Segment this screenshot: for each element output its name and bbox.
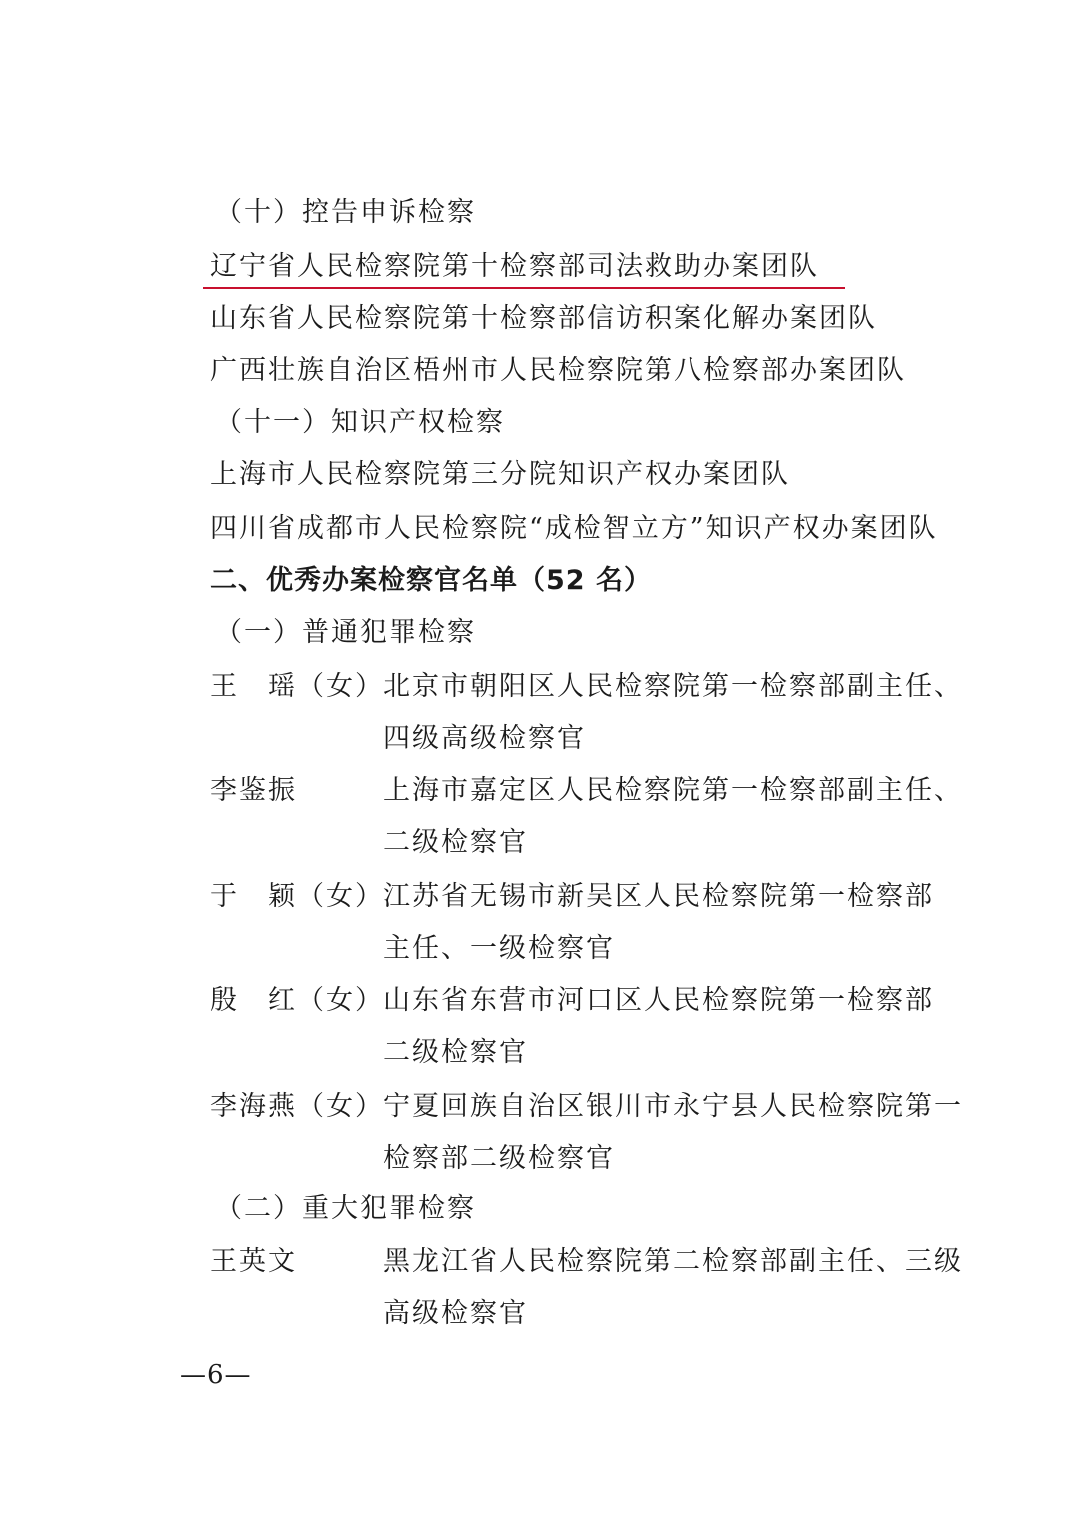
prosecutor-title: 宁夏回族自治区银川市永宁县人民检察院第一 (383, 1091, 963, 1122)
prosecutor-title: 北京市朝阳区人民检察院第一检察部副主任、 (383, 671, 963, 702)
prosecutor-title-cont: 四级高级检察官 (383, 723, 586, 754)
prosecutor-title-cont: 主任、一级检察官 (383, 933, 615, 964)
team-item: 四川省成都市人民检察院“成检智立方”知识产权办案团队 (210, 513, 938, 544)
prosecutor-title-cont: 检察部二级检察官 (383, 1143, 615, 1174)
prosecutor-name: 王 瑶（女） (210, 671, 384, 702)
team-item: 上海市人民检察院第三分院知识产权办案团队 (210, 459, 790, 490)
prosecutor-name: 李鉴振 (210, 775, 297, 806)
prosecutor-title: 江苏省无锡市新吴区人民检察院第一检察部 (383, 881, 934, 912)
prosecutor-name: 王英文 (210, 1246, 297, 1277)
team-item: 山东省人民检察院第十检察部信访积案化解办案团队 (210, 303, 877, 334)
prosecutor-title: 黑龙江省人民检察院第二检察部副主任、三级 (383, 1246, 963, 1277)
red-underline-highlight (203, 287, 845, 289)
page-number: —6— (180, 1360, 252, 1390)
prosecutor-title: 山东省东营市河口区人民检察院第一检察部 (383, 985, 934, 1016)
sub-one-heading: （一）普通犯罪检察 (215, 617, 476, 648)
prosecutor-name: 李海燕（女） (210, 1091, 384, 1122)
team-item: 广西壮族自治区梧州市人民检察院第八检察部办案团队 (210, 355, 906, 386)
prosecutor-name: 于 颖（女） (210, 881, 384, 912)
prosecutor-title-cont: 二级检察官 (383, 827, 528, 858)
sub-two-heading: （二）重大犯罪检察 (215, 1193, 476, 1224)
prosecutor-title-cont: 二级检察官 (383, 1037, 528, 1068)
section-ten-heading: （十）控告申诉检察 (215, 197, 476, 228)
part-two-heading: 二、优秀办案检察官名单（52 名） (210, 565, 652, 596)
prosecutor-title: 上海市嘉定区人民检察院第一检察部副主任、 (383, 775, 963, 806)
prosecutor-name: 殷 红（女） (210, 985, 384, 1016)
team-item: 辽宁省人民检察院第十检察部司法救助办案团队 (210, 251, 819, 282)
prosecutor-title-cont: 高级检察官 (383, 1298, 528, 1329)
section-eleven-heading: （十一）知识产权检察 (215, 407, 505, 438)
